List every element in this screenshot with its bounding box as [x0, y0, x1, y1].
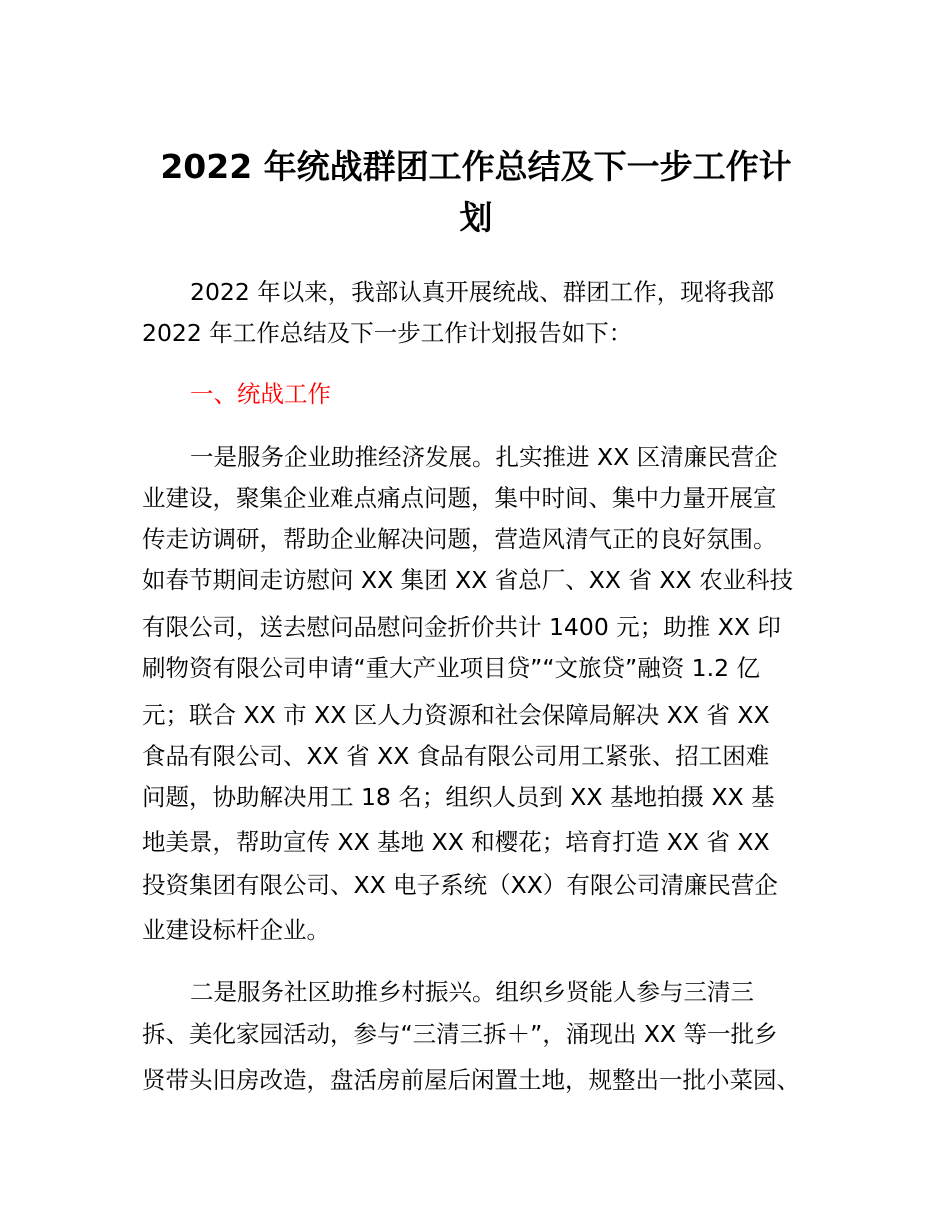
paragraph1-line-2: 业建设，聚集企业难点痛点问题，集中时间、集中力量开展宣 — [142, 484, 777, 512]
section-heading: 一、统战工作 — [190, 380, 331, 408]
paragraph1-line-3: 传走访调研，帮助企业解决问题，营造风清气正的良好氛围。 — [142, 525, 777, 553]
paragraph1-line-5: 有限公司，送去慰问品慰问金折价共计 1400 元；助推 XX 印 — [142, 613, 781, 641]
paragraph2-line-1: 二是服务社区助推乡村振兴。组织乡贤能人参与三清三 — [190, 978, 754, 1006]
paragraph1-line-10: 地美景，帮助宣传 XX 基地 XX 和樱花；培育打造 XX 省 XX — [142, 828, 770, 856]
paragraph1-line-6: 刷物资有限公司申请“重大产业项目贷”“文旅贷”融资 1.2 亿 — [142, 654, 761, 682]
paragraph1-line-8: 食品有限公司、XX 省 XX 食品有限公司用工紧张、招工困难 — [142, 742, 770, 770]
paragraph1-line-4: 如春节期间走访慰问 XX 集团 XX 省总厂、XX 省 XX 农业科技 — [142, 566, 794, 594]
paragraph1-line-11: 投资集团有限公司、XX 电子系统（XX）有限公司清廉民营企 — [142, 871, 778, 899]
paragraph2-line-2: 拆、美化家园活动，参与“三清三拆＋”，涌现出 XX 等一批乡 — [142, 1020, 778, 1048]
document-title-line-2: 划 — [459, 198, 493, 237]
intro-line-2: 2022 年工作总结及下一步工作计划报告如下： — [142, 319, 633, 347]
paragraph2-line-3: 贤带头旧房改造，盘活房前屋后闲置土地，规整出一批小菜园、 — [142, 1066, 800, 1094]
paragraph1-line-1: 一是服务企业助推经济发展。扎实推进 XX 区清廉民营企 — [190, 443, 778, 471]
paragraph1-line-7: 元；联合 XX 市 XX 区人力资源和社会保障局解决 XX 省 XX — [142, 701, 770, 729]
paragraph1-line-12: 业建设标杆企业。 — [142, 916, 330, 944]
paragraph1-line-9: 问题，协助解决用工 18 名；组织人员到 XX 基地拍摄 XX 基 — [142, 783, 775, 811]
intro-line-1: 2022 年以来，我部认真开展统战、群团工作，现将我部 — [190, 278, 775, 306]
document-title-line-1: 2022 年统战群团工作总结及下一步工作计 — [160, 147, 792, 186]
